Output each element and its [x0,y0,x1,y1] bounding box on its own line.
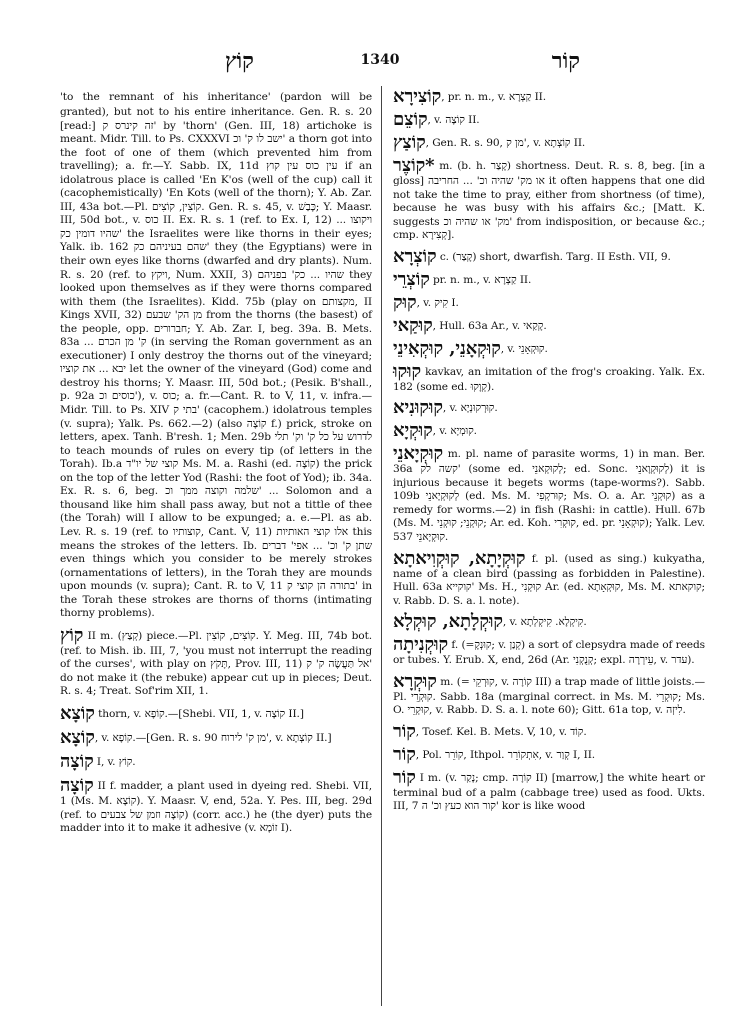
dictionary-entry [393,245,705,267]
entry-headword: קוּקוּנִיא [393,397,443,419]
entry-headword: קוֹר [393,766,416,788]
entry-headword: קוּקוּ [393,360,422,382]
dictionary-entry [393,291,705,313]
entry-text: m. (b. h. קָצַר) shortness. Deut. R. s. 8, beg. [in a gloss] או מק' שהיה וכ' ... החריבה it often happens that one did not take the time to pray, either from shortness (of time), because he was busy with his affairs &c.; [Matt. K. suggests מק' או שהיה וכ' from indisposition, or because &c.; cmp. קְצִירָא]. [393,160,705,242]
entry-text: , Tosef. Kel. B. Mets. V, 10, v. קוֹד. [415,725,587,738]
dictionary-entry [393,766,706,814]
entry-headword: קוּקְאָנֵי, קוּקְאִינֵי [393,337,501,359]
entry-text: c. (קָצַר) short, dwarfish. Targ. II Esth. VII, 9. [436,250,671,263]
entry-headword: קוֹצֵם [393,109,428,130]
entry-text: kavkav, an imitation of the frog's croaking. Yalk. Ex. 182 (some ed. קְוָקוּ). [393,365,705,393]
page-number: 1340 [360,52,400,68]
entry-text: , Hull. 63a Ar., v. קָקַאי. [432,319,547,332]
dictionary-entry [393,399,705,417]
entry-text: , v. קִיקְלָא. קִיקְלְתָא. [502,616,587,629]
entry-headword: קוֹצִירָא [393,86,442,107]
right-running-head: קוֹר [551,48,580,74]
entry-headword: קוֹצָא [60,702,95,724]
entry-headword: קוֹר [393,720,416,742]
left-column [60,88,372,842]
dictionary-entry [393,613,705,631]
dictionary-entry [393,670,706,718]
entry-headword: קוּקְיָא [393,420,433,442]
dictionary-entry [60,624,372,699]
entry-headword: קוּקְנִיתָה [393,634,449,656]
entry-headword: קוֹצָה [60,750,94,772]
dictionary-entry [393,422,705,440]
dictionary-entry [393,547,706,609]
dictionary-entry [60,750,372,772]
entry-text: , Gen. R. s. 90, מן ק', v. קוֹצְתָא II. [425,137,586,149]
entry-text: thorn, v. קוֹפָא.—[Shebi. VII, 1, v. קוֹצָה II.] [94,707,304,720]
entry-text: pr. n. m., v. קַצְרָא II. [429,273,532,286]
dictionary-entry [393,157,705,243]
entry-text: , v. קוּקְאָנֵי. [500,342,548,355]
entry-headword: קוֹר [393,743,416,765]
dictionary-entry [393,636,705,668]
right-column [393,88,705,819]
entry-headword: קוֹצְרֵי [393,268,430,290]
entry-text: II f. madder, a plant used in dyeing red. Shebi. VII, 1 (Ms. M. קוֹצָא). Y. Maasr. V, end, 52a. Y. Pes. III, beg. 29d (ref. to קוֹצָה וזמן של צבעים) (corr. acc.) he (the dyer) puts the madder into it to make it adhesive (v. זוֹמָא I). [60,779,373,835]
entry-headword: קוֹצְרָא [393,245,437,267]
entry-text: , v. קוּמְיָא. [432,425,477,438]
dictionary-entry [393,743,705,765]
entry-text: , v. קוֹפָא.—[Gen. R. s. 90 מן ק' לירוח', v. קוֹצְתָא II.] [94,731,332,744]
entry-text: f. (=קוּנְקָ; v. קְנַן) a sort of clepsydra made of reeds or tubes. Y. Erub. X, end, 26d (Ar. קְנֻקְנִי; expl. עֵירְרָה, v. עדר). [393,639,705,667]
entry-headword: קוּק [393,291,417,313]
entry-headword: קוּקְיָאנֵי [393,443,444,465]
dictionary-entry [393,360,705,395]
dictionary-entry [393,268,705,290]
dictionary-entry [393,720,705,742]
entry-text: , pr. n. m., v. קַצְרָא II. [441,91,547,103]
entry-headword: קוֹצָה [60,774,94,796]
entry-headword: קוּקְיָתָא, קוּקְוִיאתָא [393,547,526,569]
column-divider [381,86,382,1006]
entry-text: , v. קוּרְקוּנְיָא. [442,402,498,415]
dictionary-entry [60,702,372,724]
entry-text: I, v. קוֹץ. [93,755,136,768]
entry-headword: קוּקַאי [393,314,433,336]
dictionary-entry [393,337,705,359]
entry-text: m. (= קוּרְקֵי, v. קוֹרָה III) a trap made of little joists.—Pl. קוּקְרֵי. Sabb. 18a (marginal correct. in Ms. M. קוּקְרֵי; Ms. O. קוּקְרֵי, v. Rabb. D. S. a. l. note 60); Gitt. 61a top, v. לִיזְה. [393,675,706,717]
entry-text: m. pl. name of parasite worms, 1) in man. Ber. 36a קשה לק' (some ed. לְקוּקְאנֵי; ed. Sonc. לְקוּקְוָאנֵי) it is injurious because it begets worms (tape-worms?). Sabb. 109b לְקוּקְיָאנֵי (ed. Ms. M. קוּרקְפִי; Ms. O. a. Ar. קוּקְנֵי) as a remedy for worms.—2) in fish (Rashi: in cattle). Hull. 67b (Ms. M. קוּקְנֵי; קוּקְנֵי; Ar. ed. Koh. קוּקְרִי, ed. pr. קוּקְאָנֵי); Yalk. Lev. 537 קוּקְיָאנֵי. [393,448,706,544]
entry-text: f. pl. (used as sing.) kukyatha, name of a clean bird (passing as forbidden in Palestine). Hull. 63a קוקייא' Ms. H., קוּקְנִי Ar. (ed. קוּקְאָתָא, Ms. M. קוקאתא; v. Rabb. D. S. a. l. note). [393,552,706,607]
entry-text: , v. קוֹצָה II. [427,114,480,126]
entry-headword: קוּקְלָתָא, קוּקְלָא [393,611,503,633]
dictionary-entry [60,774,373,836]
dictionary-entry [60,726,372,748]
entry-text: I m. (v. נָקַר; cmp. קוֹרָה II) [marrow,] the white heart or terminal bud of a palm (cabbage tree) used as food. Ukts. III, 7 קור הוא כעץ וכ' ה' kor is like wood [393,771,706,813]
entry-headword: *קוֹצֶר [393,155,435,176]
dictionary-entry [393,88,705,106]
entry-text: , v. קִיק I. [416,296,459,309]
entry-text: 'to the remnant of his inheritance' (pardon will be granted), but not to his entire inheritance. Gen. R. s. 20 [read:] זה קינרס ק' by 'thorn' (Gen. III, 18) artichoke is meant. Midr. Till. to Ps. CXXXVI ישב לו ק' וכ' a thorn got into the foot of one of them (which prevented him from travelling); a. fr.—Y. Sabb. IX, 11d עין כוס עין קוץ if an idolatrous place is called 'En K'os (well of the cup) call it (cacophemistically) 'En Kots (well of the thorn); Y. Ab. Zar. III, 43a bot.—Pl. קוֹצִין, קוֹצִים. Gen. R. s. 45, v. כָּבַשׁ; Y. Maasr. III, 50d bot., v. כוס II. Ex. R. s. 1 (ref. to Ex. I, 12) ויקוצו ... שהיו דומין כק' the Israelites were like thorns in their eyes; Yalk. ib. 162 שהם בעיניהם כק' they (the Egyptians) were in their own eyes like thorns (dwarfed and dry plants). Num. R. s. 20 (ref. to ויקץ, Num. XXII, 3) שהיו ... כק' בפניהם they looked upon themselves as if they were thorns compared with them (the Israelites). Kidd. 75b (play on מקצותם, II Kings XVII, 32) מן הק' שבעם from the thorns (the basest) of the people, opp. חברורים; Y. Ab. Zar. I, beg. 39a. B. Mets. 83a ... ק' מן הכרם (in serving the Roman government as an executioner) I only destroy the thorns out of the vineyard; יבא ... את קוציו let the owner of the vineyard (God) come and destroy his thorns; Y. Maasr. III, 50d bot.; (Pesik. B'shall., p. 92a כוסים וכ'), v. כוס; a. fr.—Cant. R. to V, 11, v. infra.—Midr. Till. to Ps. XIV בתי ק' (cacophem.) idolatrous temples (v. supra); Yalk. Ps. 662.—2) (also קוֹצָה f.) prick, stroke on letters, apex. Tanh. B'resh. 1; Men. 29b לדרוש על כל ק' וק' תלי to teach mounds of rules on every tip (of letters in the Torah). Ib.a קוצי של יו"ד Ms. M. a. Rashi (ed. קוֹצָה) the prick on the top of the letter Yod (Rashi: the foot of Yod); ib. 34a. Ex. R. s. 6, beg. שלמה וקוצה ממך וכ' ... Solomon and a thousand like him shall pass away, but not a tittle of thee (the Torah) will I allow to be expunged; a. e.—Pl. as ab. Lev. R. s. 19 (ref. to קוצותיו, Cant. V, 11) אלו קוצי האותיות this means the strokes of the letters. Ib. שתן ק' וכ' ... אפי' דברים even things which you consider to be merely strokes (ornamentations of letters), in the Torah they are mounds upon mounds (v. supra); Cant. R. to V, 11 בתורה הן קוצי ק' in the Torah these strokes are thorns of thorns (intimating thorny problems). [60,91,373,620]
dictionary-entry [393,134,705,152]
dictionary-entry [393,314,705,336]
entry-headword: קוֹצָא [60,726,95,748]
dictionary-entry [60,88,372,621]
entry-text: , Pol. קוֹרֵר, Ithpol. אִתְקוֹרֵר, v. קְוַר I, II. [415,748,596,761]
entry-headword: קוֹץ [60,624,84,646]
entry-headword: קוּקְרָא [393,670,437,692]
entry-headword: קוֹצַץ [393,132,426,153]
dictionary-entry [393,111,705,129]
entry-text: II m. (קְצַץ) piece.—Pl. קוֹצִים, קוֹצִין. Y. Meg. III, 74b bot. (ref. to Mish. ib. III, 7, 'you must not interrupt the reading of the curses', with play on תָּקֹץ, Prov. III, 11) אל תַּעֲשֶׂה ק' ק' do not make it (the rebuke) appear cut up in pieces; Deut. R. s. 4; Treat. Sof'rim XII, 1. [60,629,372,698]
left-running-head: קוֹץ [225,48,254,74]
page-header [60,48,700,78]
dictionary-entry [393,445,705,544]
